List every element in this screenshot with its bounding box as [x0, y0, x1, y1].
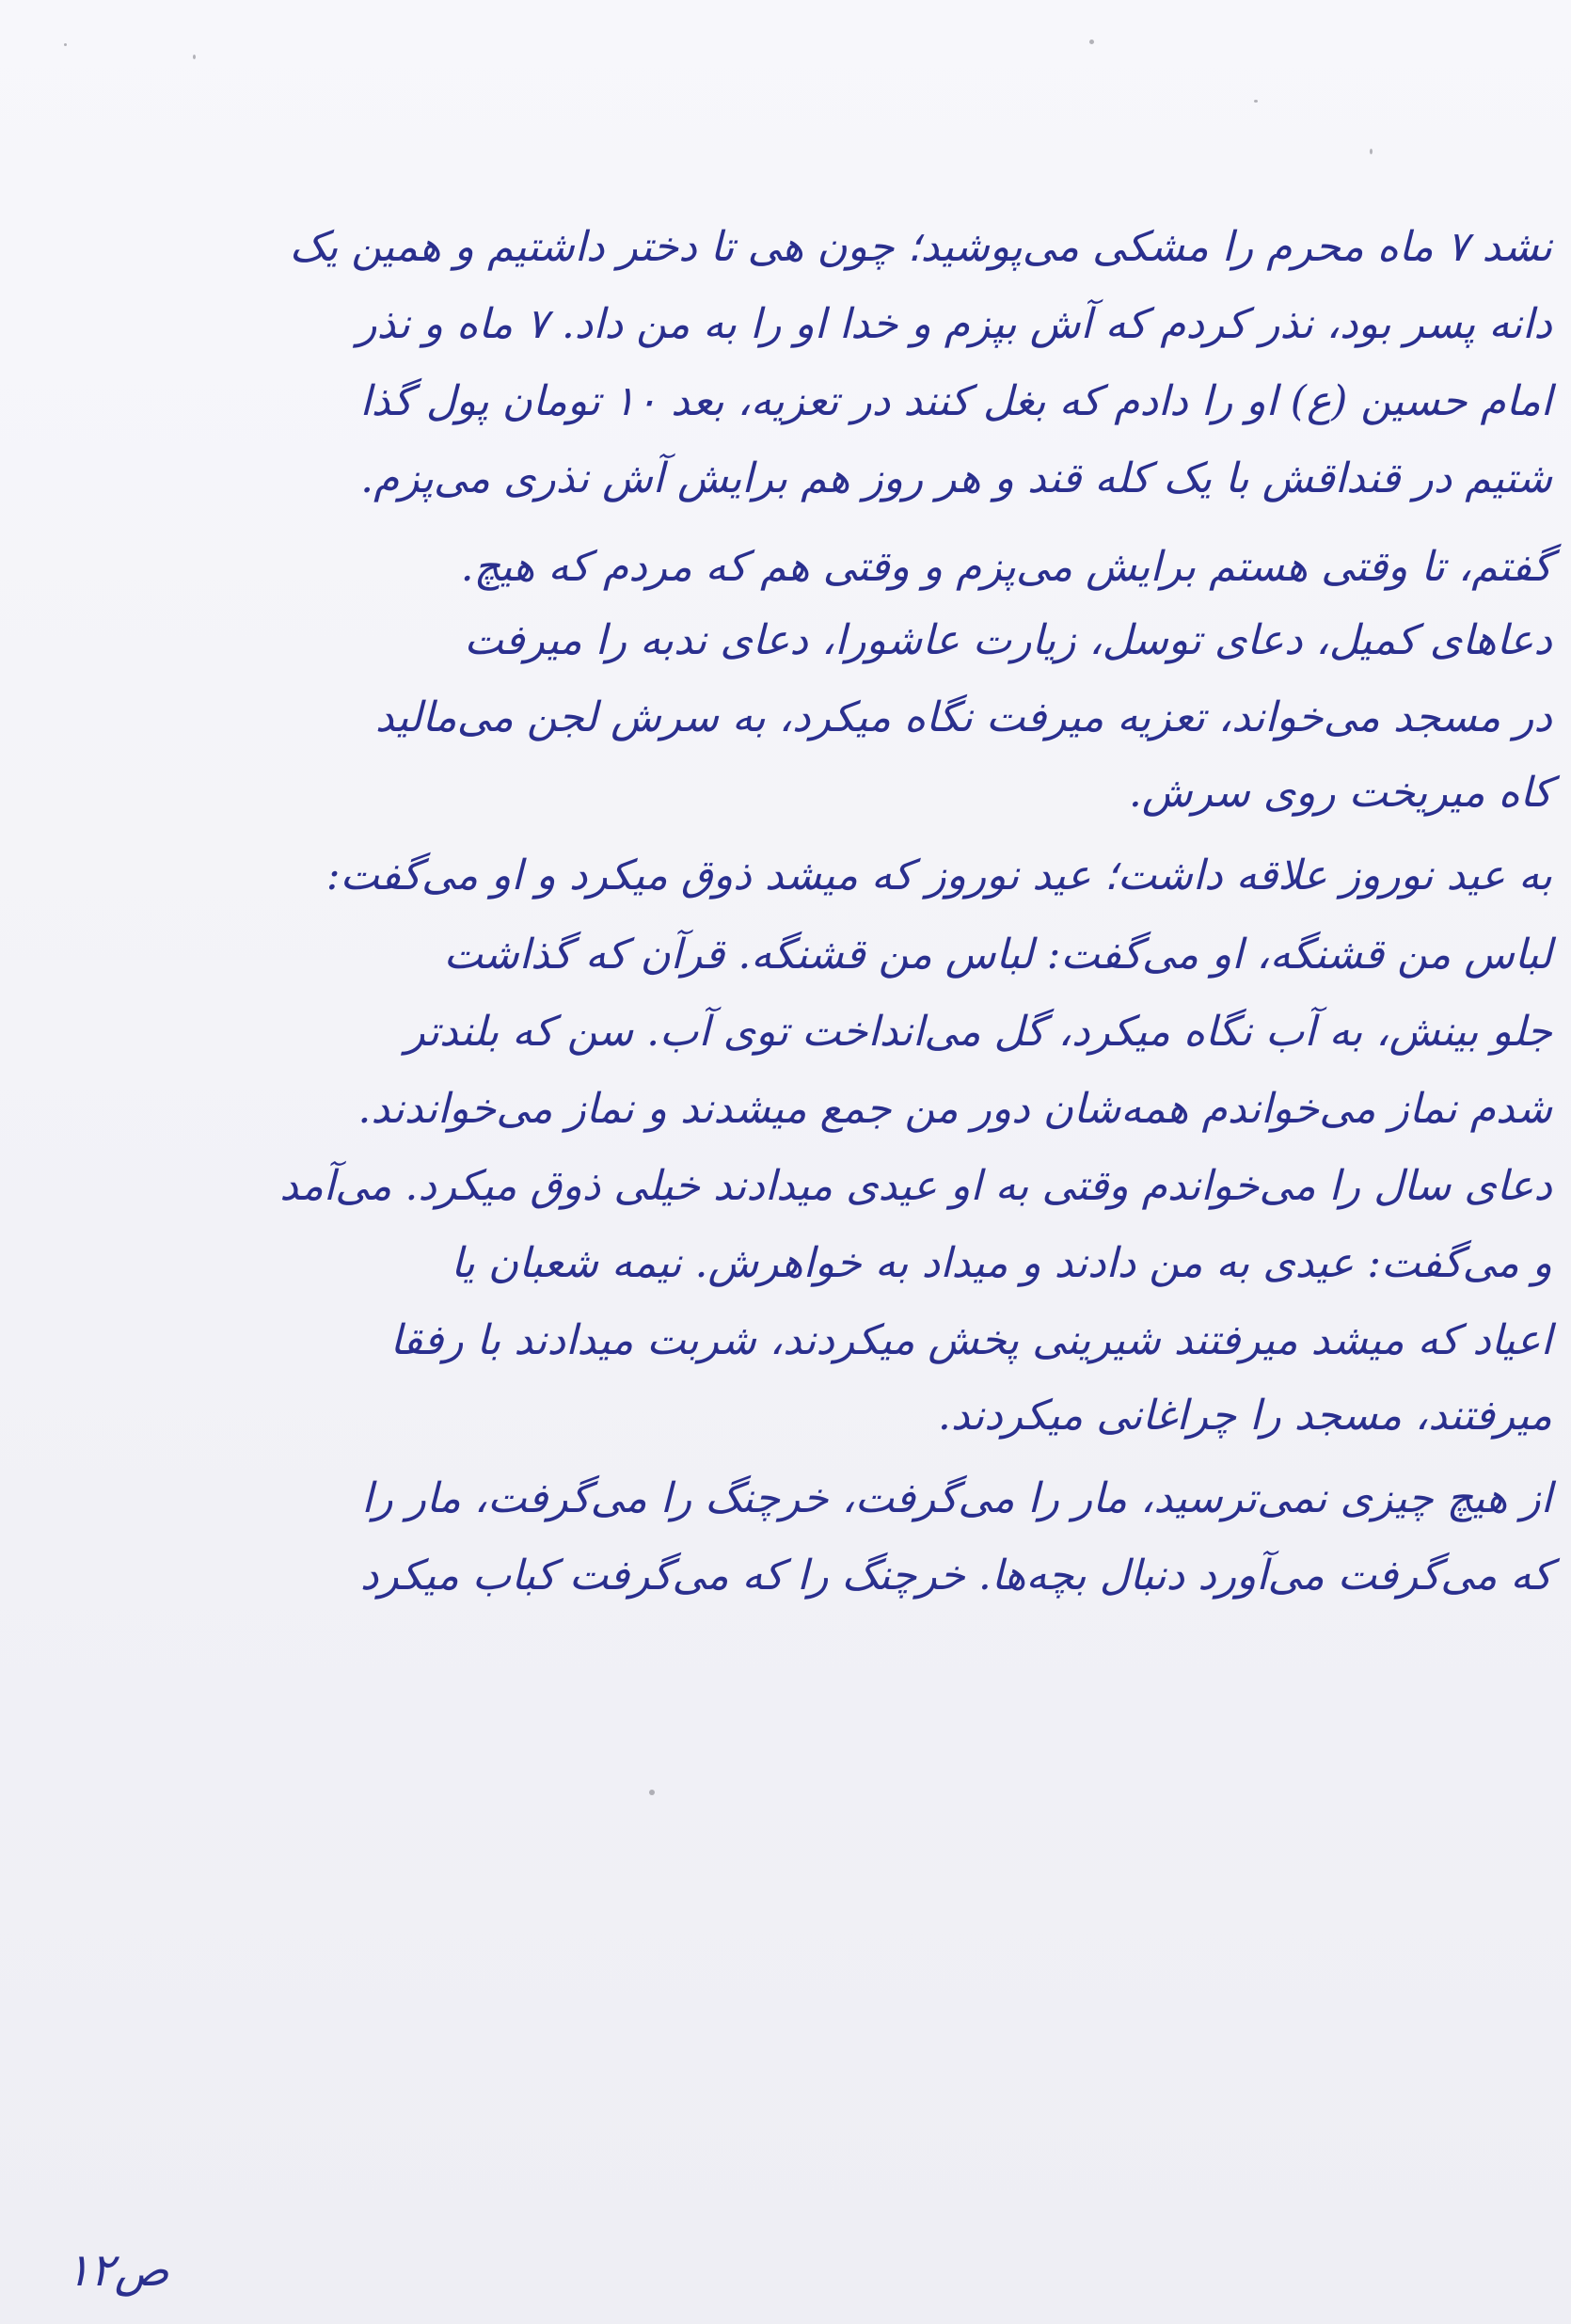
- paper-speck: [193, 55, 196, 59]
- text-line: که می‌گرفت می‌آورد دنبال بچه‌ها. خرچنگ را که می‌گرفت کباب میکرد: [359, 1552, 1552, 1600]
- paper-speck: [64, 43, 67, 46]
- text-line: در مسجد می‌خواند، تعزیه میرفت نگاه میکرد، به سرش لجن می‌مالید: [374, 693, 1552, 741]
- text-line: به عید نوروز علاقه داشت؛ عید نوروز که میشد ذوق میکرد و او می‌گفت:: [325, 852, 1552, 899]
- page-number: ص۱۲: [66, 2244, 169, 2297]
- text-line: از هیچ چیزی نمی‌ترسید، مار را می‌گرفت، خرچنگ را می‌گرفت، مار را: [361, 1474, 1552, 1522]
- text-line: و می‌گفت: عیدی به من دادند و میداد به خواهرش. نیمه شعبان یا: [451, 1239, 1552, 1287]
- text-line: نشد ۷ ماه محرم را مشکی می‌پوشید؛ چون هی تا دختر داشتیم و همین یک: [289, 223, 1552, 271]
- text-line: دعاهای کمیل، دعای توسل، زیارت عاشورا، دعای ندبه را میرفت: [464, 616, 1552, 664]
- paper-speck: [1370, 149, 1373, 154]
- text-line: جلو بینش، به آب نگاه میکرد، گل می‌انداخت توی آب. سن که بلندتر: [405, 1008, 1552, 1056]
- text-line: گفتم، تا وقتی هستم برایش می‌پزم و وقتی هم که مردم که هیچ.: [460, 543, 1552, 591]
- text-line: کاه میریخت روی سرش.: [1128, 769, 1552, 817]
- text-line: امام حسین (ع) او را دادم که بغل کنند در تعزیه، بعد ۱۰ تومان پول گذا: [359, 377, 1552, 425]
- text-line: شدم نماز می‌خواندم همه‌شان دور من جمع میشدند و نماز می‌خواندند.: [357, 1085, 1552, 1133]
- paper-speck: [1089, 40, 1094, 44]
- text-line: دانه پسر بود، نذر کردم که آش بپزم و خدا او را به من داد. ۷ ماه و نذر: [357, 300, 1552, 348]
- paper-speck: [649, 1790, 655, 1795]
- paper-speck: [1254, 100, 1258, 103]
- text-line: اعیاد که میشد میرفتند شیرینی پخش میکردند، شربت میدادند با رفقا: [389, 1316, 1552, 1364]
- text-line: دعای سال را می‌خواندم وقتی به او عیدی میدادند خیلی ذوق میکرد. می‌آمد: [279, 1162, 1552, 1210]
- text-line: شتیم در قنداقش با یک کله قند و هر روز هم برایش آش نذری می‌پزم.: [360, 454, 1552, 502]
- text-line: لباس من قشنگه، او می‌گفت: لباس من قشنگه. قرآن که گذاشت: [443, 931, 1552, 979]
- text-line: میرفتند، مسجد را چراغانی میکردند.: [937, 1392, 1552, 1440]
